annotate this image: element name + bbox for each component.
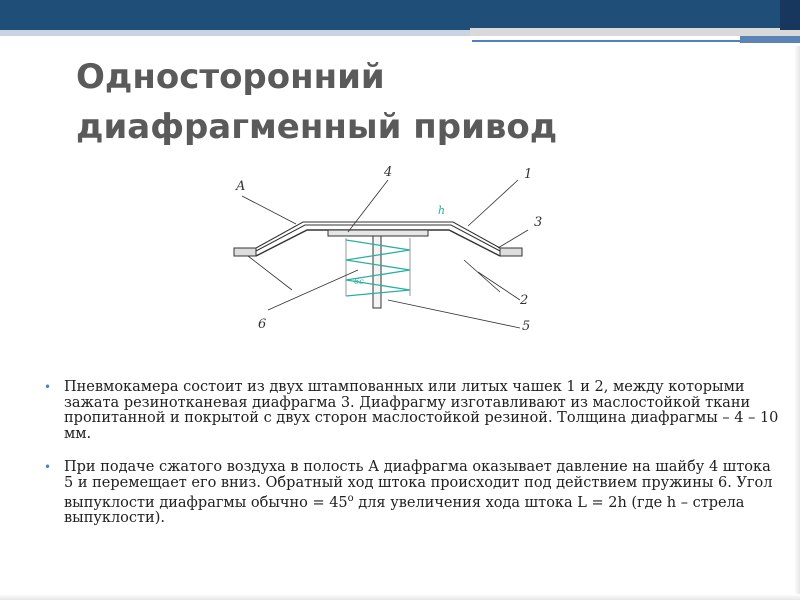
description-paragraph-1 (44, 380, 784, 442)
top-bar-gray-strip (470, 28, 800, 36)
label-5: 5 (522, 319, 531, 334)
leader-5 (388, 300, 520, 328)
degree-mark: о (347, 493, 354, 504)
paragraph-1-text: Пневмокамера состоит из двух штампованных или литых чашек 1 и 2, между которыми зажата резинотканевая диафрагма 3. Диафрагму изготавливают из маслостойкой ткани пропитанной и покрытой с двух сторон маслостойкой резиной. Толщина диафрагмы – 4 – 10 мм. (64, 379, 779, 442)
leader-6 (268, 270, 358, 310)
leader-left-bottom (248, 256, 292, 290)
leader-4 (348, 180, 388, 232)
description-paragraph-2 (44, 460, 784, 527)
top-bar-accent-block (740, 36, 800, 43)
label-chamber-a: A (236, 179, 246, 194)
label-spring-mark: 6с (354, 277, 364, 286)
leader-right-bottom (464, 260, 500, 292)
slide-shadow-bottom (0, 594, 800, 600)
slide-title (76, 52, 776, 152)
description-list (44, 380, 784, 545)
label-4: 4 (384, 165, 393, 180)
leader-1 (468, 180, 518, 226)
leader-left-top (242, 196, 296, 224)
slide-title-line1: Односторонний (76, 57, 385, 97)
slide-shadow-right (794, 46, 800, 600)
diaphragm-actuator-diagram (228, 160, 558, 340)
top-bar-dark-corner (780, 0, 800, 30)
top-bar-main (0, 0, 800, 30)
right-flange (500, 248, 522, 256)
top-bar-accent-line (472, 40, 742, 42)
left-flange (234, 248, 256, 256)
leader-2 (478, 272, 520, 300)
top-decoration-bar (0, 0, 800, 46)
bullet-icon: • (44, 460, 52, 474)
rod-5 (373, 236, 381, 308)
washer-4 (328, 230, 428, 236)
leader-3 (498, 230, 528, 248)
paragraph-2-text-start: При подаче сжатого воздуха в полость А диафрагма оказывает давление на шайбу 4 штока 5 и перемещает его вниз. Обратный ход штока происходит под действием пружины 6. Угол выпуклости диафрагмы обычно = 45 (64, 459, 773, 511)
slide-title-line2: диафрагменный привод (76, 107, 558, 147)
bullet-icon: • (44, 380, 52, 394)
label-stroke-h: h (438, 204, 446, 217)
label-1: 1 (524, 167, 533, 182)
label-2: 2 (520, 293, 529, 308)
paragraph-2-text-end: для увеличения хода штока L = 2h (где h – стрела выпуклости). (64, 494, 745, 527)
label-3: 3 (534, 215, 543, 230)
label-6: 6 (258, 317, 267, 332)
